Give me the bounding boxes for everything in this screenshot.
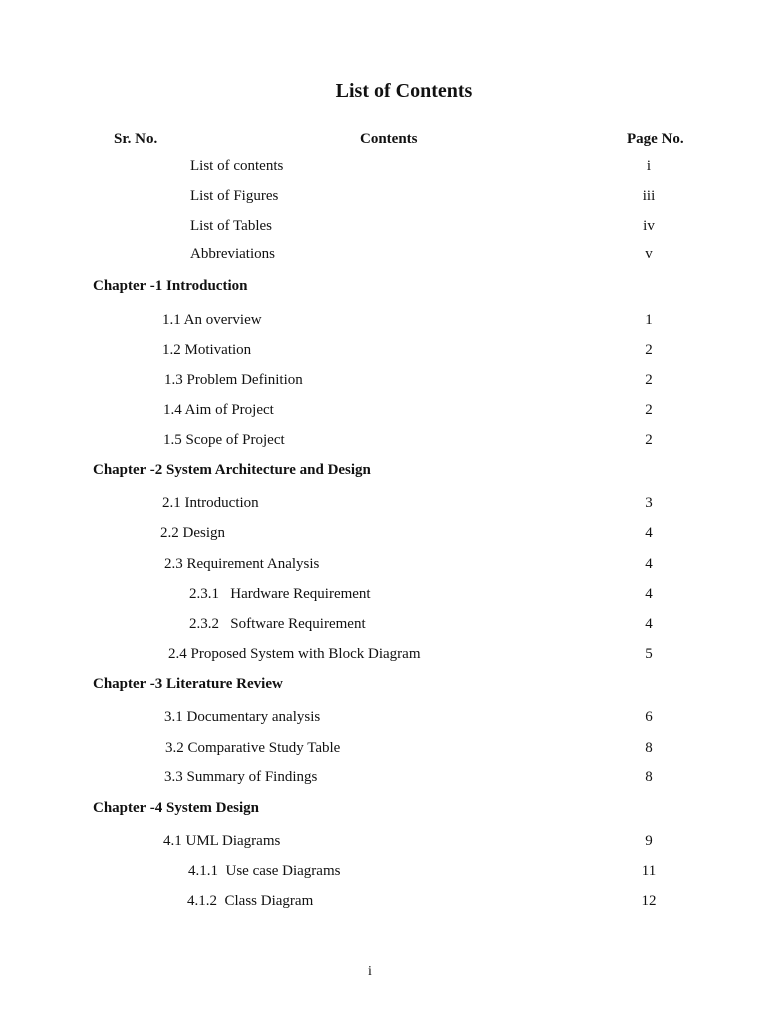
toc-entry-label: 2.3 Requirement Analysis [164, 556, 320, 572]
toc-page-number: 8 [645, 769, 653, 785]
toc-row [0, 525, 768, 545]
toc-entry-label: 1.2 Motivation [162, 342, 252, 358]
toc-page-number: 3 [645, 495, 653, 511]
toc-entry-label: 2.1 Introduction [162, 495, 259, 511]
toc-row [0, 402, 768, 422]
toc-entry-label: 1.4 Aim of Project [163, 402, 274, 418]
toc-entry-label: List of Tables [190, 218, 272, 234]
toc-page-number: 2 [645, 432, 653, 448]
toc-page-number: i [646, 158, 652, 174]
toc-row [0, 709, 768, 729]
toc-page-number: 5 [645, 646, 653, 662]
toc-entry-label: 1.5 Scope of Project [163, 432, 285, 448]
toc-row [0, 616, 768, 636]
toc-page-number: 12 [641, 893, 657, 909]
toc-row [0, 312, 768, 332]
toc-entry-label: 1.1 An overview [162, 312, 262, 328]
toc-chapter-row [0, 676, 768, 696]
toc-page-number: 9 [645, 833, 653, 849]
toc-entry-label: 2.4 Proposed System with Block Diagram [168, 646, 421, 662]
toc-chapter-row [0, 462, 768, 482]
toc-row [0, 432, 768, 452]
toc-chapter-label: Chapter -2 System Architecture and Design [93, 462, 371, 478]
column-header-contents: Contents [360, 131, 418, 147]
page-title: List of Contents [335, 80, 473, 102]
toc-entry-label: 2.3.2 Software Requirement [189, 616, 366, 632]
toc-entry-label: 4.1 UML Diagrams [163, 833, 281, 849]
toc-chapter-label: Chapter -3 Literature Review [93, 676, 283, 692]
toc-entry-label: 4.1.2 Class Diagram [187, 893, 314, 909]
toc-page-number: 4 [645, 525, 653, 541]
toc-entry-label: 3.2 Comparative Study Table [165, 740, 341, 756]
toc-row [0, 769, 768, 789]
toc-page-number: v [645, 246, 653, 262]
toc-page-number: 1 [645, 312, 653, 328]
toc-row [0, 740, 768, 760]
toc-entry-label: 2.3.1 Hardware Requirement [189, 586, 371, 602]
toc-entry-label: 4.1.1 Use case Diagrams [188, 863, 341, 879]
toc-chapter-row [0, 800, 768, 820]
toc-page-number: 2 [645, 402, 653, 418]
toc-entry-label: Abbreviations [190, 246, 275, 262]
toc-row [0, 188, 768, 208]
toc-page-number: 2 [645, 342, 653, 358]
toc-entry-label: List of contents [190, 158, 284, 174]
toc-row [0, 833, 768, 853]
toc-row [0, 158, 768, 178]
toc-page-number: 6 [645, 709, 653, 725]
toc-row [0, 246, 768, 266]
toc-row [0, 586, 768, 606]
toc-chapter-label: Chapter -4 System Design [93, 800, 259, 816]
toc-row [0, 372, 768, 392]
toc-page-number: 4 [645, 616, 653, 632]
toc-entry-label: 3.3 Summary of Findings [164, 769, 318, 785]
toc-chapter-row [0, 278, 768, 298]
column-header-sr-no: Sr. No. [114, 131, 158, 147]
toc-page-number: 11 [641, 863, 657, 879]
toc-page-number: iii [642, 188, 656, 204]
toc-page-number: 4 [645, 556, 653, 572]
toc-row [0, 863, 768, 883]
column-header-page-no: Page No. [627, 131, 684, 147]
toc-page-number: 8 [645, 740, 653, 756]
toc-page-number: 2 [645, 372, 653, 388]
toc-row [0, 893, 768, 913]
toc-row [0, 342, 768, 362]
toc-entry-label: 2.2 Design [160, 525, 225, 541]
toc-page-number: iv [643, 218, 655, 234]
toc-row [0, 218, 768, 238]
toc-row [0, 556, 768, 576]
toc-row [0, 646, 768, 666]
toc-chapter-label: Chapter -1 Introduction [93, 278, 248, 294]
footer-page-number: i [368, 964, 372, 979]
toc-page-number: 4 [645, 586, 653, 602]
toc-entry-label: 3.1 Documentary analysis [164, 709, 321, 725]
toc-row [0, 495, 768, 515]
toc-entry-label: List of Figures [190, 188, 279, 204]
toc-entry-label: 1.3 Problem Definition [164, 372, 303, 388]
